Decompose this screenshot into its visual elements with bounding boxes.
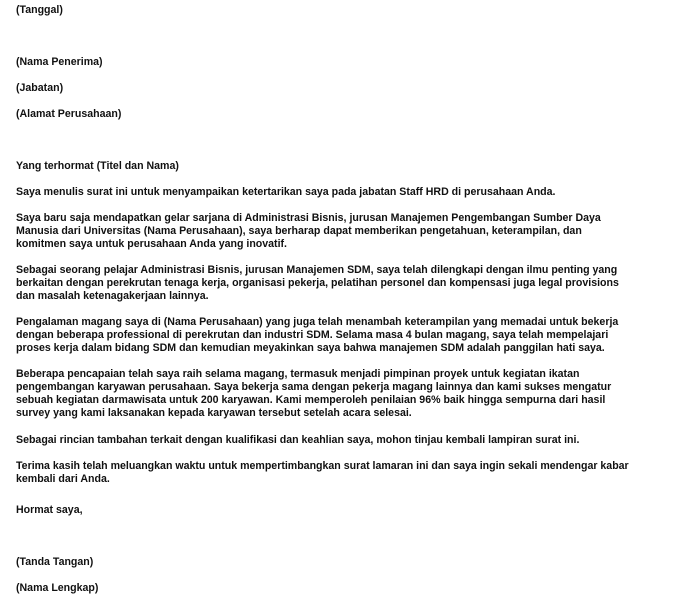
paragraph-line: Sebagai seorang pelajar Administrasi Bisnis, jurusan Manajemen SDM, saya telah dilengkapi dengan ilmu penting yang xyxy=(16,264,618,276)
signature-placeholder: (Tanda Tangan) xyxy=(16,556,94,568)
paragraph-3 xyxy=(16,264,688,303)
paragraph-line: Terima kasih telah meluangkan waktu untuk mempertimbangkan surat lamaran ini dan saya ingin sekali mendengar kabar xyxy=(16,460,629,472)
paragraph-5 xyxy=(16,368,688,420)
paragraph-line: Pengalaman magang saya di (Nama Perusahaan) yang juga telah menambah keterampilan yang memadai untuk bekerja xyxy=(16,316,619,328)
company-address: (Alamat Perusahaan) xyxy=(16,108,122,120)
paragraph-line: sebuah kegiatan darmawisata untuk 200 karyawan. Kami memperoleh penilaian 96% baik hingga sempurna dari hasil xyxy=(16,394,606,406)
full-name: (Nama Lengkap) xyxy=(16,582,99,594)
paragraph-2 xyxy=(16,212,688,251)
letter-date: (Tanggal) xyxy=(16,4,63,16)
paragraph-line: kembali dari Anda. xyxy=(16,473,110,485)
paragraph-line: Saya baru saja mendapatkan gelar sarjana di Administrasi Bisnis, jurusan Manajemen Pengembangan Sumber Daya xyxy=(16,212,601,224)
paragraph-line: proses kerja dalam bidang SDM dan kemudian meyakinkan saya bahwa manajemen SDM adalah panggilan hati saya. xyxy=(16,342,605,354)
paragraph-6 xyxy=(16,434,688,447)
paragraph-line: Beberapa pencapaian telah saya raih selama magang, termasuk menjadi pimpinan proyek untuk kegiatan ikatan xyxy=(16,368,580,380)
paragraph-line: berkaitan dengan perekrutan tenaga kerja, organisasi pekerja, pelatihan personel dan kompensasi juga legal provisions xyxy=(16,277,619,289)
paragraph-line: komitmen saya untuk perusahaan Anda yang inovatif. xyxy=(16,238,287,250)
paragraph-7 xyxy=(16,460,688,486)
paragraph-line: dan masalah ketenagakerjaan lainnya. xyxy=(16,290,209,302)
paragraph-line: Sebagai rincian tambahan terkait dengan kualifikasi dan keahlian saya, mohon tinjau kembali lampiran surat ini. xyxy=(16,434,580,446)
paragraph-line: Manusia dari Universitas (Nama Perusahaan), saya berharap dapat memberikan pengetahuan, keterampilan, dan xyxy=(16,225,582,237)
salutation: Yang terhormat (Titel dan Nama) xyxy=(16,160,179,172)
recipient-name: (Nama Penerima) xyxy=(16,56,103,68)
paragraph-line: pengembangan karyawan perusahaan. Saya bekerja sama dengan pekerja magang lainnya dan kami sukses mengatur xyxy=(16,381,612,393)
recipient-title: (Jabatan) xyxy=(16,82,64,94)
paragraph-line: Saya menulis surat ini untuk menyampaikan ketertarikan saya pada jabatan Staff HRD di perusahaan Anda. xyxy=(16,186,556,198)
paragraph-4 xyxy=(16,316,688,355)
paragraph-line: dengan beberapa professional di perekrutan dan industri SDM. Selama masa 4 bulan magang, saya telah mempelajari xyxy=(16,329,609,341)
paragraph-1 xyxy=(16,186,688,199)
paragraph-line: survey yang kami laksanakan kepada karyawan tersebut setelah acara selesai. xyxy=(16,407,412,419)
closing: Hormat saya, xyxy=(16,504,83,516)
